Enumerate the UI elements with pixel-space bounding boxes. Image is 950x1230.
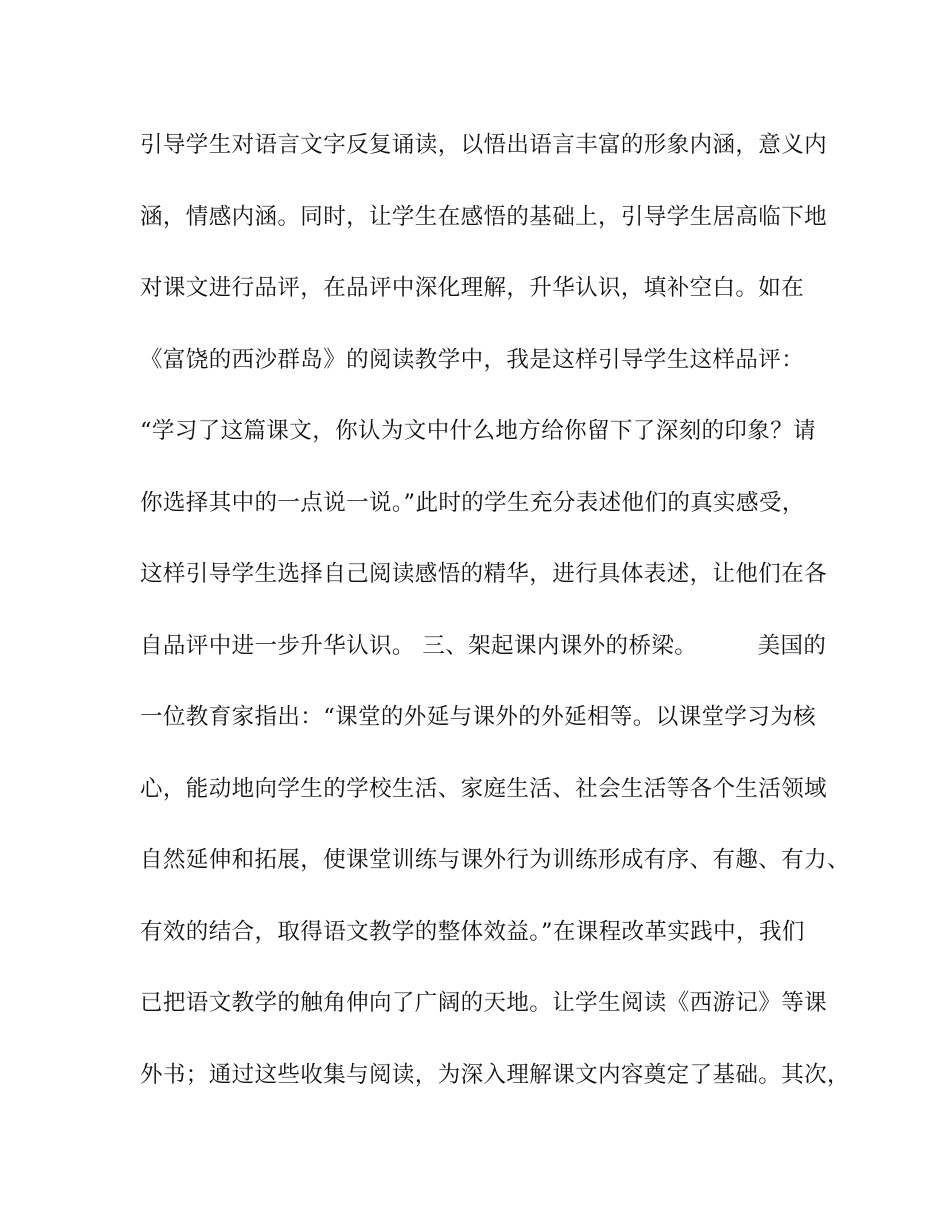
text-line: 一位教育家指出：“课堂的外延与课外的外延相等。以课堂学习为核 bbox=[140, 704, 817, 730]
text-line: 外书；通过这些收集与阅读，为深入理解课文内容奠定了基础。其次， bbox=[140, 1061, 850, 1088]
text-line: “学习了这篇课文，你认为文中什么地方给你留下了深刻的印象？请 bbox=[140, 418, 817, 444]
text-line: 涵，情感内涵。同时，让学生在感悟的基础上，引导学生居高临下地 bbox=[140, 203, 828, 230]
text-line: 心，能动地向学生的学校生活、家庭生活、社会生活等各个生活领域 bbox=[140, 775, 828, 802]
text-line: 自然延伸和拓展，使课堂训练与课外行为训练形成有序、有趣、有力、 bbox=[140, 847, 850, 873]
text-line: 这样引导学生选择自己阅读感悟的精华，进行具体表述，让他们在各 bbox=[140, 561, 828, 587]
text-line: 自品评中进一步升华认识。 三、架起课内课外的桥梁。 美国的 bbox=[140, 632, 827, 659]
text-line: 你选择其中的一点说一说。”此时的学生充分表述他们的真实感受， bbox=[140, 489, 805, 516]
text-line: 已把语文教学的触角伸向了广阔的天地。让学生阅读《西游记》等课 bbox=[140, 990, 828, 1016]
text-line: 对课文进行品评，在品评中深化理解，升华认识，填补空白。如在 bbox=[140, 275, 805, 301]
text-line: 《富饶的西沙群岛》的阅读教学中，我是这样引导学生这样品评： bbox=[140, 346, 805, 373]
text-line: 引导学生对语言文字反复诵读，以悟出语言丰富的形象内涵，意义内 bbox=[140, 132, 828, 158]
text-line: 有效的结合，取得语文教学的整体效益。”在课程改革实践中，我们 bbox=[140, 918, 805, 945]
body-text bbox=[140, 122, 850, 1123]
